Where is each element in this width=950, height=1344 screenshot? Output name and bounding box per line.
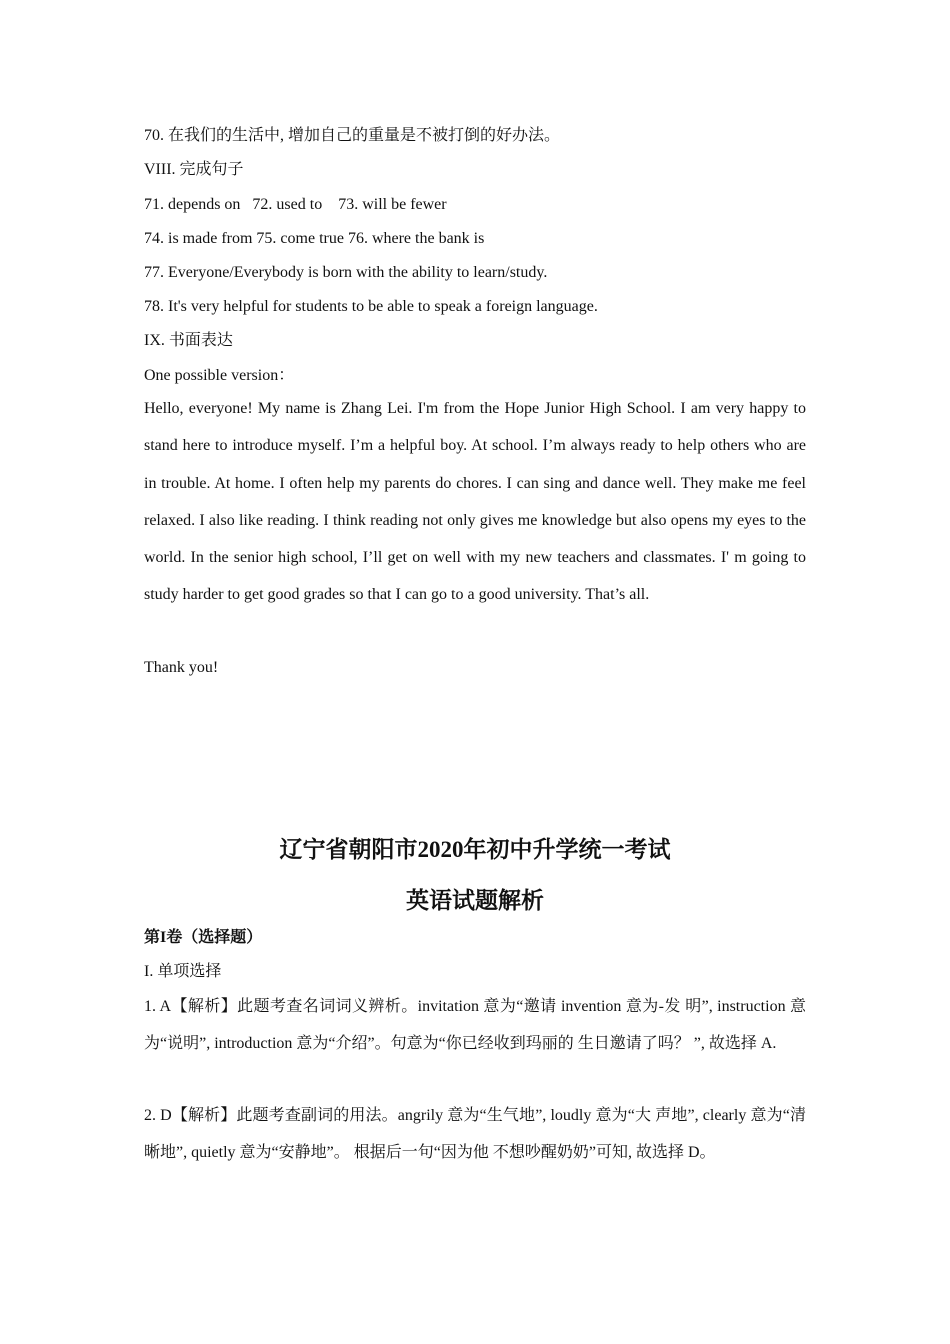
- closing-line: Thank you!: [144, 659, 219, 676]
- volume-heading: 第I卷（选择题）: [144, 929, 263, 946]
- essay-paragraph: Hello, everyone! My name is Zhang Lei. I'm from the Hope Junior High School. I am very happy to stand here to introduce myself. I’m a helpful boy. At school. I’m always ready to help others who are in trouble. At home. I often help my parents do chores. I can sing and dance well. They make me feel relaxed. I also like reading. I think reading not only gives me knowledge but also opens my eyes to the world. In the senior high school, I’ll get on well with my new teachers and classmates. I' m going to study harder to get good grades so that I can go to a good university. That’s all.: [144, 400, 806, 604]
- exam-title: 辽宁省朝阳市2020年初中升学统一考试: [279, 837, 671, 862]
- section-heading-ix: IX. 书面表达: [144, 332, 233, 349]
- explanation-item-2: 2. D【解析】此题考查副词的用法。angrily 意为“生气地”, loudly 意为“大 声地”, clearly 意为“清晰地”, quietly 意为“安静地”。 根据后一句“因为他 不想吵醒奶奶”可知, 故选择 D。: [144, 1107, 806, 1162]
- answer-78: 78. It's very helpful for students to be able to speak a foreign language.: [144, 298, 598, 315]
- section-heading-viii: VIII. 完成句子: [144, 161, 244, 178]
- answer-77: 77. Everyone/Everybody is born with the ability to learn/study.: [144, 264, 548, 281]
- part-heading: I. 单项选择: [144, 963, 222, 980]
- answers-74-76: 74. is made from 75. come true 76. where the bank is: [144, 230, 485, 247]
- answer-line-70: 70. 在我们的生活中, 增加自己的重量是不被打倒的好办法。: [144, 127, 561, 144]
- exam-subtitle: 英语试题解析: [406, 888, 544, 913]
- answers-71-73: 71. depends on 72. used to 73. will be fewer: [144, 196, 447, 213]
- version-label: One possible version：: [144, 367, 295, 384]
- explanation-item-1: 1. A【解析】此题考查名词词义辨析。invitation 意为“邀请 invention 意为-发 明”, instruction 意为“说明”, introduction 意为“介绍”。句意为“你已经收到玛丽的 生日邀请了吗？ ”, 故选择 A.: [144, 998, 806, 1053]
